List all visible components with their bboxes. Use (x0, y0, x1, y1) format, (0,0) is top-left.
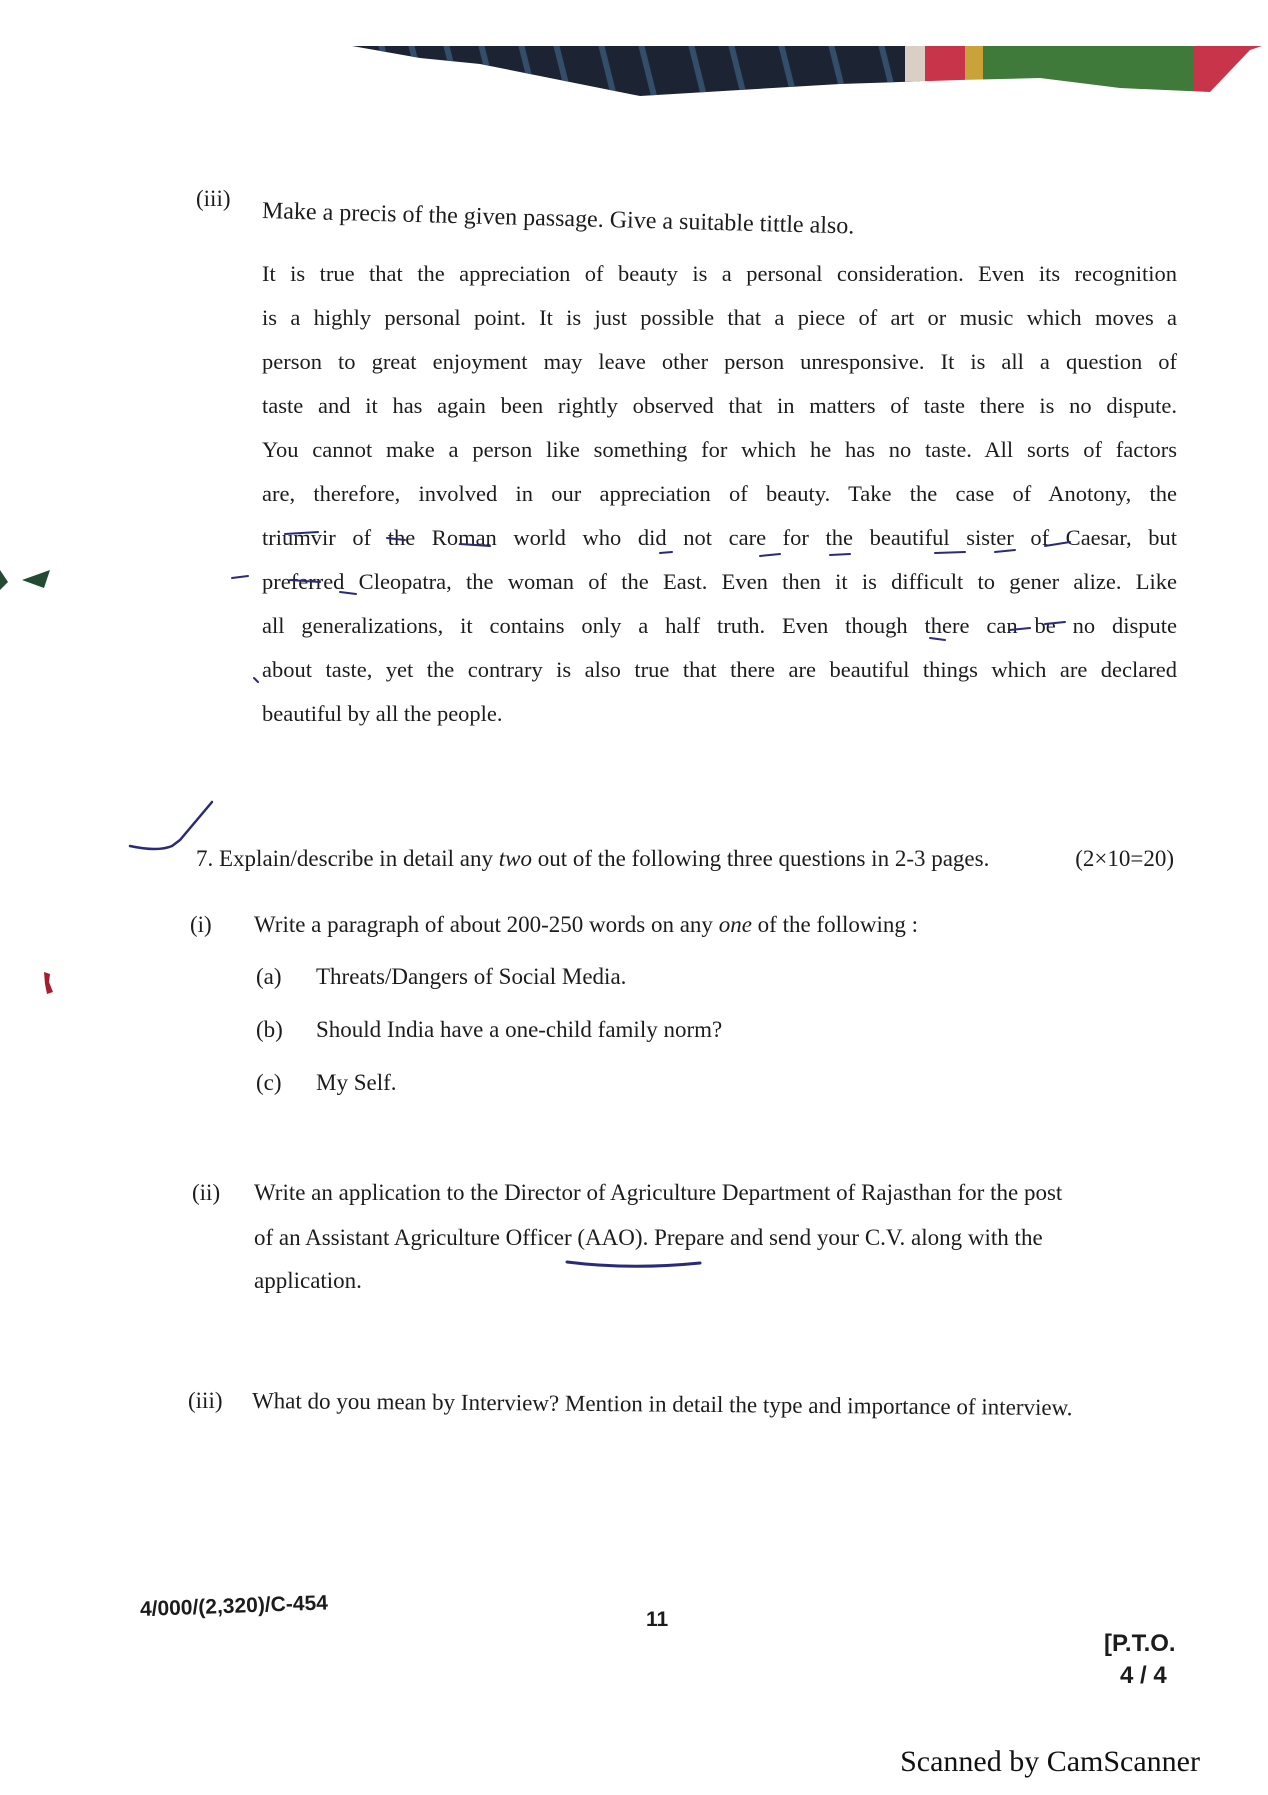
passage-line: beautiful by all the people. (262, 701, 503, 726)
part-i-label: (i) (190, 912, 212, 937)
part-i-text-post: of the following : (751, 912, 918, 937)
question-7-instruction (196, 846, 989, 872)
option-a-text: Threats/Dangers of Social Media. (316, 964, 627, 989)
paper-code: 4/000/(2,320)/C-454 (139, 1591, 329, 1621)
instruction-emphasis: two (498, 846, 532, 871)
camscanner-watermark: Scanned by CamScanner (900, 1745, 1200, 1778)
part-ii-line: application. (254, 1268, 362, 1293)
option-b-label: (b) (256, 1017, 283, 1042)
passage-line: It is true that the appreciation of beauty is a personal consideration. Even its recognition (262, 261, 1177, 286)
passage-line: all generalizations, it contains only a half truth. Even though there can be no dispute (262, 613, 1177, 638)
pto-label: [P.T.O. (1104, 1630, 1176, 1657)
option-c-label: (c) (256, 1070, 282, 1095)
instruction-text: out of the following three questions in 2-3 pages. (531, 846, 990, 871)
passage-line: about taste, yet the contrary is also true that there are beautiful things which are declared (262, 657, 1177, 682)
option-b-text: Should India have a one-child family norm? (316, 1017, 723, 1042)
part-iii-q7-text: What do you mean by Interview? Mention in detail the type and importance of interview. (251, 1388, 1073, 1421)
part-i-emphasis: one (718, 912, 752, 937)
passage-line: triumvir of the Roman world who did not care for the beautiful sister of Caesar, but (262, 525, 1177, 550)
checkmark-icon (130, 802, 212, 849)
question-7-number: 7. (196, 846, 214, 871)
part-ii-line: of an Assistant Agriculture Officer (AAO). Prepare and send your C.V. along with the (254, 1225, 1043, 1250)
passage-line: are, therefore, involved in our appreciation of beauty. Take the case of Anotony, the (262, 481, 1177, 506)
question-7-heading (196, 846, 1174, 872)
instruction-text: Explain/describe in detail any (219, 846, 499, 871)
passage-line: person to great enjoyment may leave other person unresponsive. It is all a question of (262, 349, 1177, 374)
page-count: 4 / 4 (1120, 1662, 1167, 1689)
option-c-text: My Self. (316, 1070, 397, 1095)
part-ii-line: Write an application to the Director of Agriculture Department of Rajasthan for the post (254, 1180, 1063, 1205)
passage-line: is a highly personal point. It is just possible that a piece of art or music which moves a (262, 305, 1177, 330)
part-i-text (254, 912, 918, 938)
question-7-marks: (2×10=20) (1075, 846, 1174, 871)
option-a-label: (a) (256, 964, 282, 989)
part-iii-q7-label: (iii) (188, 1388, 223, 1413)
part-i-text-pre: Write a paragraph of about 200-250 words on any (254, 912, 719, 937)
precis-instruction: Make a precis of the given passage. Give a suitable tittle also. (261, 198, 855, 240)
passage-line: taste and it has again been rightly observed that in matters of taste there is no dispute. (262, 393, 1177, 418)
page-number: 11 (646, 1608, 669, 1631)
part-ii-label: (ii) (192, 1180, 221, 1205)
passage-line: You cannot make a person like something for which he has no taste. All sorts of factors (262, 437, 1177, 462)
passage-line: preferred Cleopatra, the woman of the East. Even then it is difficult to gener alize. Like (262, 569, 1177, 594)
part-iii-label: (iii) (196, 186, 231, 211)
